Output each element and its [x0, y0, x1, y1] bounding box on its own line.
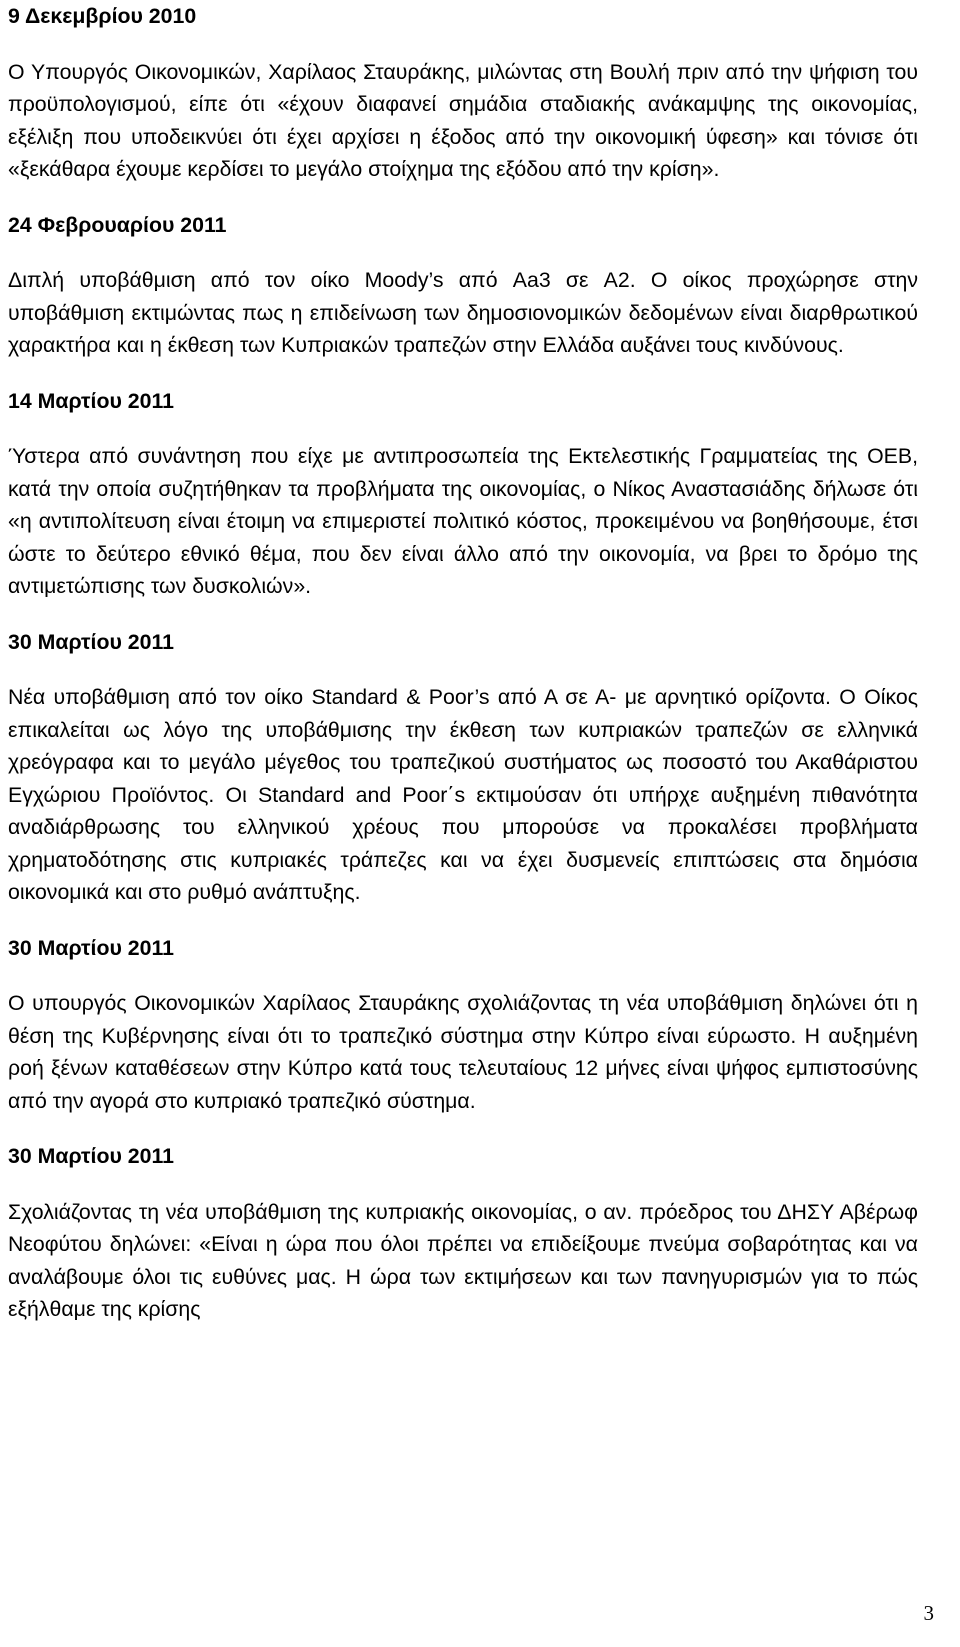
document-page — [8, 0, 918, 1326]
entry-date: 24 Φεβρουαρίου 2011 — [8, 212, 227, 237]
entry-date: 14 Μαρτίου 2011 — [8, 388, 174, 413]
timeline-entry — [8, 209, 918, 385]
entry-text: Ο υπουργός Οικονομικών Χαρίλαος Σταυράκης σχολιάζοντας τη νέα υποβάθμιση δηλώνει ότι η θέση της Κυβέρνησης είναι ότι το τραπεζικό σύστημα στην Κύπρο είναι εύρωστο. Η αυξημένη ροή ξένων καταθέσεων στην Κύπρο κατά τους τελευταίους 12 μήνες είναι ψήφος εμπιστοσύνης από την αγορά στο κυπριακό τραπεζικό σύστημα. — [8, 991, 918, 1113]
timeline-entry — [8, 1140, 918, 1326]
entry-date: 30 Μαρτίου 2011 — [8, 1144, 174, 1168]
entry-date: 30 Μαρτίου 2011 — [8, 935, 174, 960]
entry-text: Νέα υποβάθμιση από τον οίκο Standard & Poor’s από Α σε Α- με αρνητικό ορίζοντα. Ο Οίκος επικαλείται ως λόγο της υποβάθμισης την έκθεση των κυπριακών τραπεζών σε ελληνικά χρεόγραφα και το μεγάλο μέγεθος του τραπεζικού συστήματος ως ποσοστό του Ακαθάριστου Εγχώριου Προϊόντος. Οι Standard and Poor΄s εκτιμούσαν ότι υπήρχε αυξημένη πιθανότητα αναδιάρθρωσης του ελληνικού χρέους που μπορούσε να προκαλέσει προβλήματα χρηματοδότησης στις κυπριακές τράπεζες και να έχει δυσμενείς επιπτώσεις στα δημόσια οικονομικά και στο ρυθμό ανάπτυξης. — [8, 685, 918, 904]
entry-date: 9 Δεκεμβρίου 2010 — [8, 4, 197, 28]
timeline-entry — [8, 626, 918, 932]
page-number: 3 — [923, 1601, 934, 1625]
entry-text: Ύστερα από συνάντηση που είχε με αντιπροσωπεία της Εκτελεστικής Γραμματείας της ΟΕΒ, κατά την οποία συζητήθηκαν τα προβλήματα της οικονομίας, ο Νίκος Αναστασιάδης δήλωσε ότι «η αντιπολίτευση είναι έτοιμη να επιμεριστεί πολιτικό κόστος, προκειμένου να βοηθήσουμε, έτσι ώστε το δεύτερο εθνικό θέμα, που δεν είναι άλλο από την οικονομία, να βρει το δρόμο της αντιμετώπισης των δυσκολιών». — [8, 444, 918, 598]
entry-date: 30 Μαρτίου 2011 — [8, 629, 174, 654]
timeline-entry — [8, 0, 918, 209]
timeline-entry — [8, 932, 918, 1141]
entry-text: Διπλή υποβάθμιση από τον οίκο Moody’s από Aa3 σε A2. Ο οίκος προχώρησε στην υποβάθμιση εκτιμώντας πως η επιδείνωση των δημοσιονομικών δεδομένων είναι διαρθρωτικού χαρακτήρα και η έκθεση των Κυπριακών τραπεζών στην Ελλάδα αυξάνει τους κινδύνους. — [8, 268, 918, 357]
timeline-entry — [8, 385, 918, 626]
entry-text: Σχολιάζοντας τη νέα υποβάθμιση της κυπριακής οικονομίας, ο αν. πρόεδρος του ΔΗΣΥ Αβέρωφ Νεοφύτου δηλώνει: «Είναι η ώρα που όλοι πρέπει να επιδείξουμε πνεύμα σοβαρότητας και να αναλάβουμε όλοι τις ευθύνες μας. Η ώρα των εκτιμήσεων και των πανηγυρισμών για το πώς εξήλθαμε της κρίσης — [8, 1199, 918, 1321]
entry-text: Ο Υπουργός Οικονομικών, Χαρίλαος Σταυράκης, μιλώντας στη Βουλή πριν από την ψήφιση του προϋπολογισμού, είπε ότι «έχουν διαφανεί σημάδια σταδιακής ανάκαμψης της οικονομίας, εξέλιξη που υποδεικνύει ότι έχει αρχίσει η έξοδος από την οικονομική ύφεση» και τόνισε ότι «ξεκάθαρα έχουμε κερδίσει το μεγάλο στοίχημα της εξόδου από την κρίση». — [8, 59, 918, 181]
